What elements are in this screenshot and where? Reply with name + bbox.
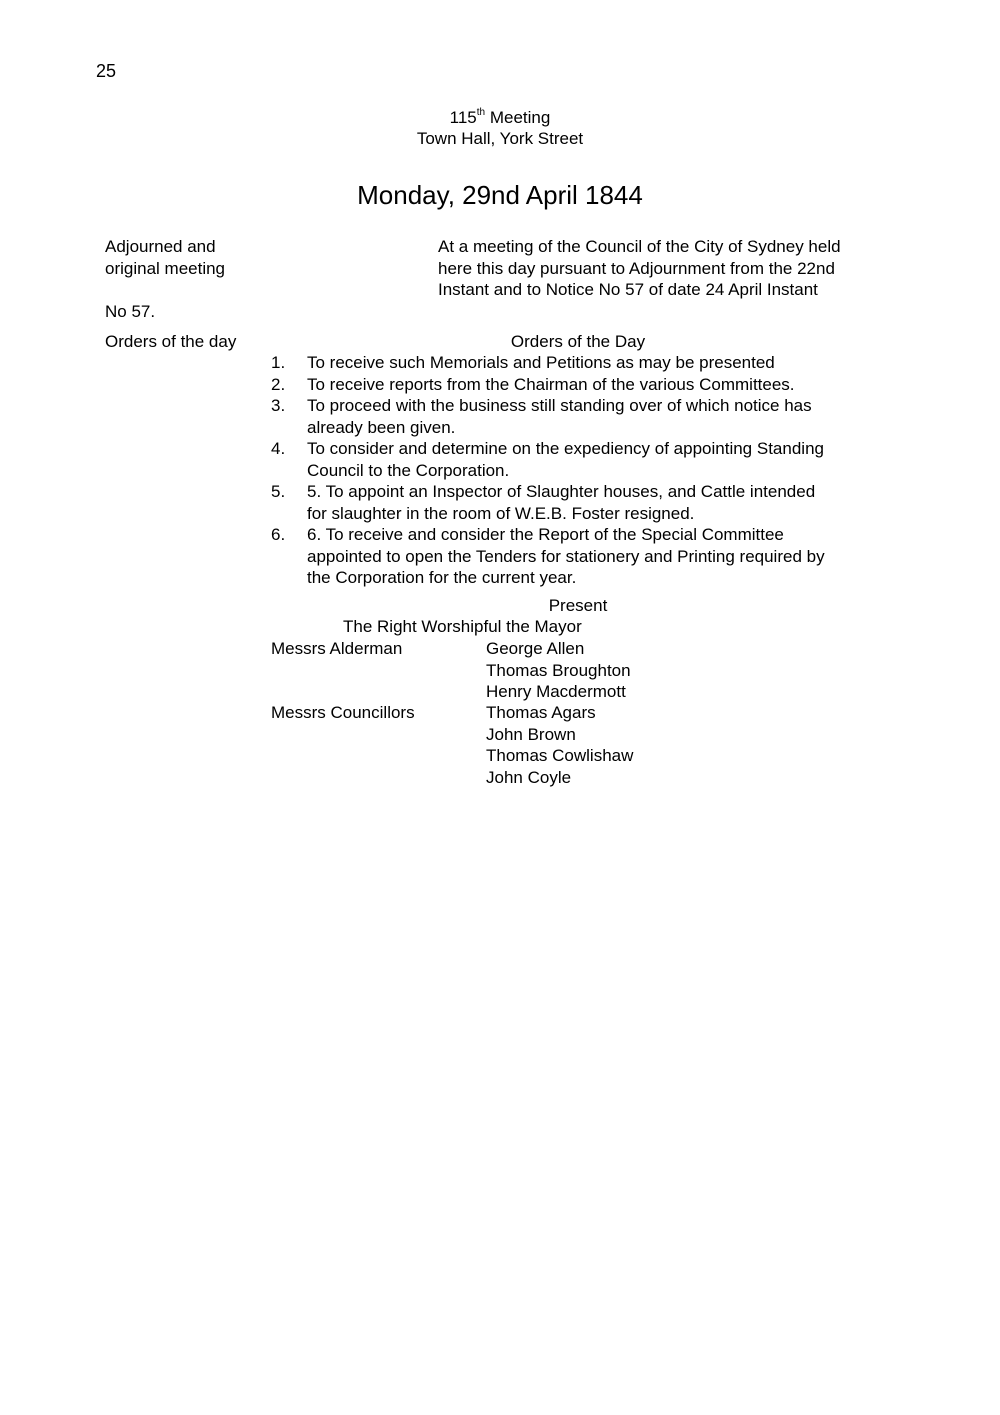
- meeting-number-suffix: th: [476, 107, 486, 119]
- attendee-name: John Brown: [486, 724, 576, 744]
- order-line: Council to the Corporation.: [307, 460, 510, 480]
- order-line: the Corporation for the current year.: [307, 568, 577, 587]
- order-number: 1.: [271, 353, 286, 372]
- margin-note-adjourned: [105, 236, 275, 279]
- date-title: Monday, 29nd April 1844: [357, 180, 643, 210]
- order-text: [307, 374, 891, 396]
- meeting-label: Meeting: [489, 108, 551, 127]
- margin-note-orders: Orders of the day: [105, 332, 237, 351]
- margin-note-line: original meeting: [105, 258, 226, 278]
- order-number: 6.: [271, 525, 286, 544]
- aldermen-names: [486, 638, 631, 703]
- order-line: 5. To appoint an Inspector of Slaughter houses, and Cattle intended: [307, 482, 816, 501]
- attendee-name: John Coyle: [486, 767, 572, 787]
- attendee-name: George Allen: [486, 639, 585, 658]
- margin-note-line: Adjourned and: [105, 237, 216, 256]
- attendee-name: Thomas Broughton: [486, 660, 631, 680]
- order-number: 4.: [271, 439, 286, 458]
- mayor-line: The Right Worshipful the Mayor: [343, 617, 582, 636]
- attendee-name: Thomas Agars: [486, 703, 596, 722]
- margin-note-notice: No 57.: [105, 302, 156, 321]
- order-number: 2.: [271, 374, 286, 394]
- order-item: [271, 524, 891, 589]
- order-text: [307, 438, 891, 481]
- order-item: [271, 374, 891, 396]
- attendee-name: Henry Macdermott: [486, 682, 626, 701]
- order-text: [307, 395, 891, 438]
- order-item: [271, 481, 891, 524]
- meeting-number-value: 115: [449, 108, 477, 127]
- order-line: appointed to open the Tenders for stationery and Printing required by: [307, 546, 825, 566]
- order-line: To consider and determine on the expediency of appointing Standing: [307, 439, 824, 458]
- page-number: 25: [96, 61, 117, 81]
- order-number: 3.: [271, 396, 286, 415]
- intro-line: Instant and to Notice No 57 of date 24 April Instant: [438, 280, 818, 299]
- order-line: already been given.: [307, 417, 456, 437]
- order-text: [307, 524, 891, 589]
- attendee-name: Thomas Cowlishaw: [486, 746, 634, 765]
- order-item: [271, 395, 891, 438]
- order-item: [271, 438, 891, 481]
- aldermen-label: Messrs Alderman: [271, 639, 403, 658]
- present-heading: Present: [548, 596, 608, 615]
- order-text: [307, 352, 891, 374]
- order-line: 6. To receive and consider the Report of the Special Committee: [307, 525, 784, 544]
- venue: Town Hall, York Street: [416, 129, 584, 148]
- meeting-number: [0, 107, 1000, 129]
- order-item: [271, 352, 891, 374]
- orders-list: [271, 352, 891, 589]
- order-line: To proceed with the business still standing over of which notice has: [307, 396, 812, 415]
- order-text: [307, 481, 891, 524]
- councillors-label: Messrs Councillors: [271, 703, 415, 722]
- order-number: 5.: [271, 482, 286, 501]
- order-line: for slaughter in the room of W.E.B. Foster resigned.: [307, 503, 695, 523]
- intro-paragraph: [438, 236, 898, 301]
- intro-line: At a meeting of the Council of the City of Sydney held: [438, 237, 841, 256]
- councillors-names: [486, 702, 633, 788]
- order-line: To receive reports from the Chairman of the various Committees.: [307, 374, 795, 394]
- order-line: To receive such Memorials and Petitions as may be presented: [307, 353, 775, 372]
- orders-heading: Orders of the Day: [510, 332, 646, 351]
- intro-line: here this day pursuant to Adjournment from the 22nd: [438, 258, 835, 278]
